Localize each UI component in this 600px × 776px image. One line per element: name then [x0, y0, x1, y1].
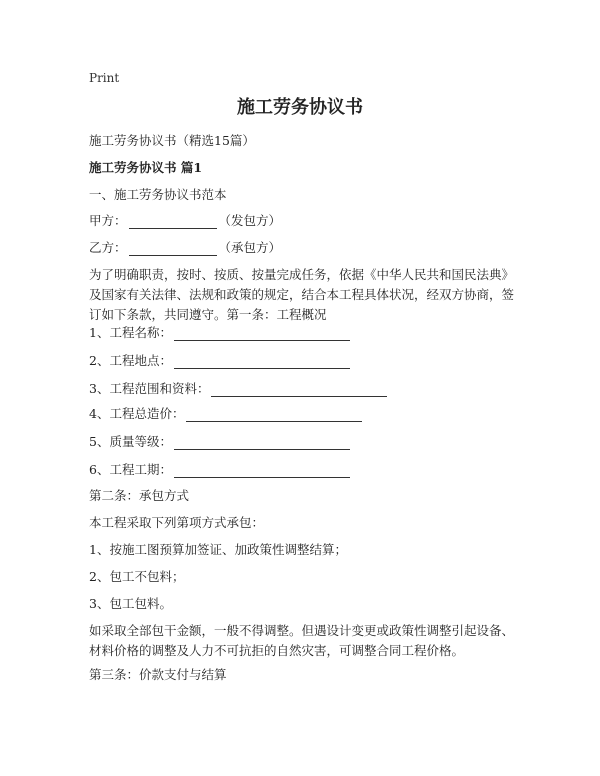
part-one-heading: 一、施工劳务协议书范本	[89, 187, 227, 202]
note-paragraph: 如采取全部包干金额，一般不得调整。但遇设计变更或政策性调整引起设备、材料价格的调整及人力不可抗拒的自然灾害，可调整合同工程价格。	[89, 623, 515, 658]
article-two-intro: 本工程采取下列第项方式承包：	[89, 515, 265, 530]
print-link[interactable]: Print	[89, 71, 120, 85]
party-a-label: 甲方：	[89, 213, 127, 228]
field-row	[89, 434, 352, 450]
field-blank	[174, 463, 350, 478]
field-label: 2、工程地点：	[89, 353, 172, 368]
field-row	[89, 462, 352, 478]
field-blank	[174, 435, 350, 450]
party-b-label: 乙方：	[89, 240, 127, 255]
document-title: 施工劳务协议书	[237, 97, 363, 118]
document-subtitle: 施工劳务协议书（精选15篇）	[89, 133, 255, 148]
field-blank	[186, 407, 362, 422]
field-blank	[174, 326, 350, 341]
field-label: 4、工程总造价：	[89, 406, 185, 421]
field-row	[89, 325, 352, 341]
field-row	[89, 406, 364, 422]
article-two-heading: 第二条：承包方式	[89, 488, 190, 503]
article-three-heading: 第三条：价款支付与结算	[89, 667, 227, 682]
option-item: 1、按施工图预算加签证、加政策性调整结算；	[89, 542, 347, 557]
party-a-blank	[129, 214, 217, 229]
field-row	[89, 353, 352, 369]
field-label: 3、工程范围和资料：	[89, 381, 210, 396]
party-b-suffix: （承包方）	[218, 240, 282, 255]
field-label: 6、工程工期：	[89, 462, 172, 477]
field-blank	[174, 354, 350, 369]
party-b-blank	[129, 241, 217, 256]
option-item: 2、包工不包料；	[89, 569, 185, 584]
field-label: 5、质量等级：	[89, 434, 172, 449]
intro-paragraph: 为了明确职责，按时、按质、按量完成任务，依据《中华人民共和国民法典》及国家有关法律、法规和政策的规定，结合本工程具体状况，经双方协商，签订如下条款，共同遵守。第一条：工程概况	[89, 267, 515, 322]
field-row	[89, 381, 389, 397]
party-b-line	[89, 240, 281, 256]
field-label: 1、工程名称：	[89, 325, 172, 340]
option-item: 3、包工包料。	[89, 596, 172, 611]
party-a-line	[89, 213, 281, 229]
party-a-suffix: （发包方）	[218, 213, 282, 228]
field-blank	[211, 382, 387, 397]
section-heading: 施工劳务协议书 篇1	[89, 160, 203, 175]
